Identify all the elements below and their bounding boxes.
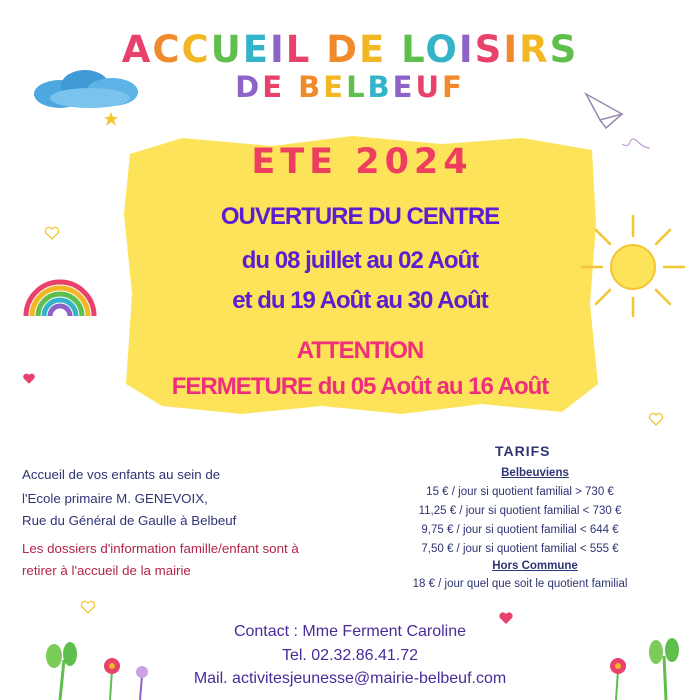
sun-icon: [578, 212, 688, 322]
page-title: [0, 28, 700, 72]
subtitle-letter: L: [346, 70, 368, 104]
title-letter: S: [549, 28, 579, 71]
tarif-line: 9,75 € / jour si quotient familial ˂ 644 €: [421, 524, 619, 536]
star-icon: [104, 112, 118, 126]
tarif-residents-label: Belbeuviens: [501, 467, 569, 479]
heart-icon: [80, 600, 96, 614]
tarif-line: 15 € / jour si quotient familial > 730 €: [426, 486, 614, 498]
tarifs-title: TARIFS: [495, 443, 551, 459]
tarif-line: 7,50 € / jour si quotient familial ˂ 555 €: [421, 543, 619, 555]
tarif-line: 18 € / jour quel que soit le quotient familial: [412, 578, 628, 590]
dossier-line-1: Les dossiers d'information famille/enfant sont à: [22, 541, 299, 556]
title-letter: S: [474, 28, 504, 71]
title-letter: A: [121, 28, 153, 71]
title-letter: O: [425, 28, 459, 71]
info-line-2: l'Ecole primaire M. GENEVOIX,: [22, 491, 208, 506]
subtitle-letter: E: [392, 70, 416, 104]
subtitle-letter: E: [323, 70, 347, 104]
title-letter: C: [152, 28, 182, 71]
title-letter: L: [401, 28, 426, 71]
info-line-3: Rue du Général de Gaulle à Belbeuf: [22, 513, 237, 528]
subtitle-letter: B: [367, 70, 393, 104]
title-letter: E: [242, 28, 271, 71]
contact-person: Contact : Mme Ferment Caroline: [233, 623, 467, 640]
contact-email[interactable]: Mail. activitesjeunesse@mairie-belbeuf.com: [193, 670, 507, 687]
tarif-non-residents-label: Hors Commune: [492, 560, 578, 572]
title-letter: E: [358, 28, 387, 71]
opening-period-2: et du 19 Août au 30 Août: [232, 287, 488, 314]
subtitle-letter: F: [442, 70, 465, 104]
title-letter: C: [181, 28, 211, 71]
rainbow-icon: [20, 266, 100, 320]
heart-icon: [648, 412, 664, 426]
warning-title: ATTENTION: [296, 337, 424, 364]
page-subtitle: [0, 70, 700, 104]
title-letter: D: [326, 28, 359, 71]
heart-icon: [44, 226, 60, 240]
subtitle-letter: [285, 70, 298, 104]
title-letter: I: [503, 28, 520, 71]
dossier-line-2: retirer à l'accueil de la mairie: [22, 563, 191, 578]
title-letter: [386, 28, 401, 71]
subtitle-letter: D: [235, 70, 263, 104]
subtitle-letter: B: [298, 70, 324, 104]
opening-title: OUVERTURE DU CENTRE: [220, 203, 500, 230]
title-letter: U: [210, 28, 243, 71]
title-letter: I: [270, 28, 286, 71]
season-heading: ETE 2024: [251, 142, 473, 182]
title-letter: I: [458, 28, 475, 71]
tarif-line: 11,25 € / jour si quotient familial ˂ 730 €: [418, 505, 622, 517]
contact-phone[interactable]: Tel. 02.32.86.41.72: [281, 647, 419, 664]
closing-period: FERMETURE du 05 Août au 16 Août: [171, 373, 549, 400]
subtitle-letter: U: [415, 70, 443, 104]
title-letter: R: [519, 28, 550, 71]
subtitle-letter: E: [262, 70, 286, 104]
opening-period-1: du 08 juillet au 02 Août: [241, 247, 479, 274]
info-line-1: Accueil de vos enfants au sein de: [22, 467, 221, 482]
title-letter: [311, 28, 326, 71]
heart-icon: [22, 372, 36, 385]
title-letter: L: [285, 28, 312, 71]
